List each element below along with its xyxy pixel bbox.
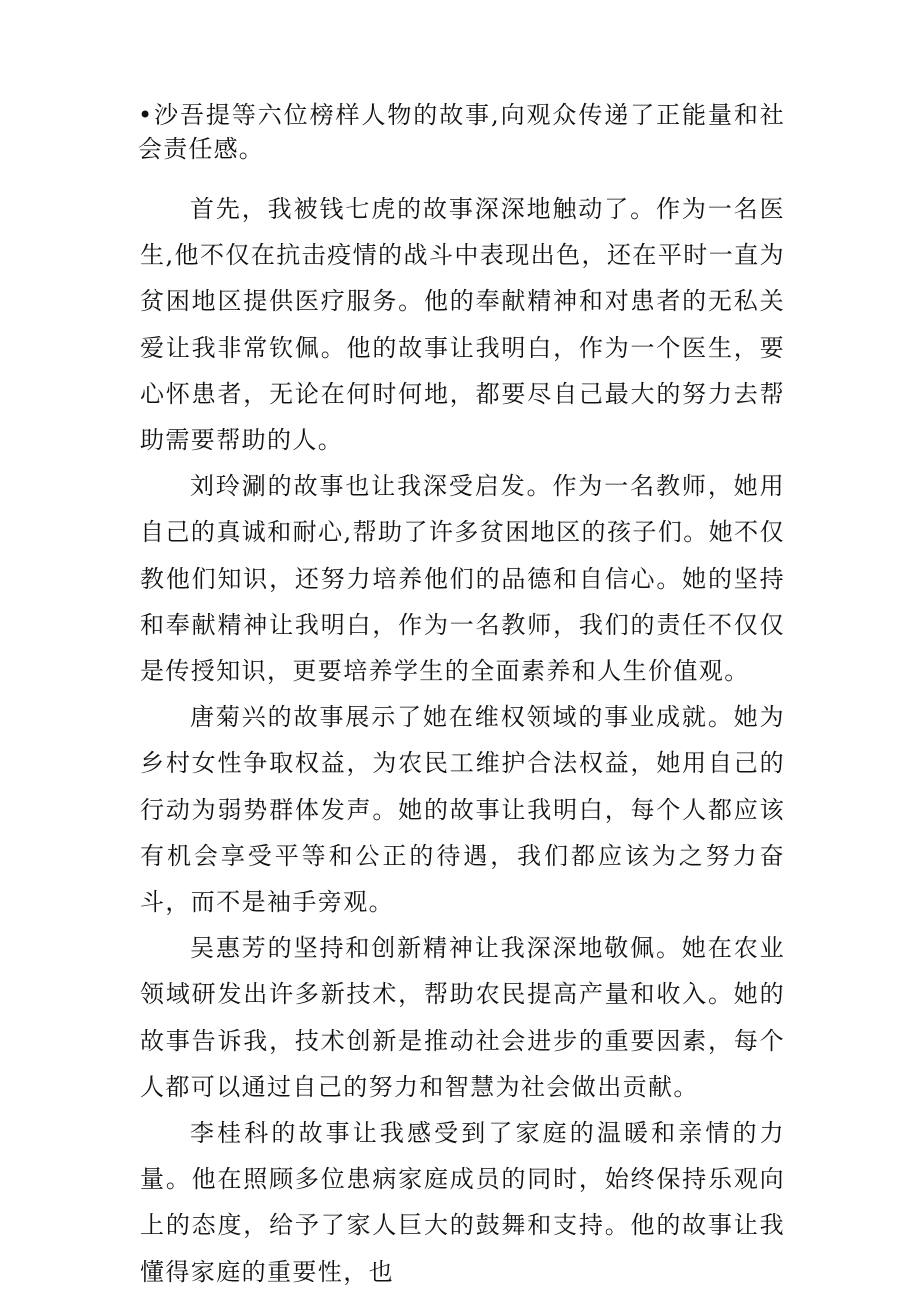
intro-block	[140, 98, 785, 166]
paragraph-qian-qihu: 首先，我被钱七虎的故事深深地触动了。作为一名医生,他不仅在抗击疫情的战斗中表现出色，还在平时一直为贫困地区提供医疗服务。他的奉献精神和对患者的无私关爱让我非常钦佩。他的故事让我明白，作为一个医生，要心怀患者，无论在何时何地，都要尽自己最大的努力去帮助需要帮助的人。	[140, 195, 785, 455]
paragraph-wu-huifang: 吴惠芳的坚持和创新精神让我深深地敬佩。她在农业领域研发出许多新技术，帮助农民提高产量和收入。她的故事告诉我，技术创新是推动社会进步的重要因素，每个人都可以通过自己的努力和智慧为社会做出贡献。	[140, 934, 785, 1101]
document-body	[140, 98, 785, 1295]
paragraph-li-guike: 李桂科的故事让我感受到了家庭的温暖和亲情的力量。他在照顾多位患病家庭成员的同时，始终保持乐观向上的态度，给予了家人巨大的鼓舞和支持。他的故事让我懂得家庭的重要性，也	[140, 1119, 785, 1286]
paragraph-liu-lingshua: 刘玲涮的故事也让我深受启发。作为一名教师，她用自己的真诚和耐心,帮助了许多贫困地区的孩子们。她不仅教他们知识，还努力培养他们的品德和自信心。她的坚持和奉献精神让我明白，作为一名教师，我们的责任不仅仅是传授知识，更要培养学生的全面素养和人生价值观。	[140, 472, 785, 686]
intro-paragraph: •沙吾提等六位榜样人物的故事,向观众传递了正能量和社会责任感。	[138, 101, 785, 163]
paragraph-tang-juxing: 唐菊兴的故事展示了她在维权领域的事业成就。她为乡村女性争取权益，为农民工维护合法权益，她用自己的行动为弱势群体发声。她的故事让我明白，每个人都应该有机会享受平等和公正的待遇，我们都应该为之努力奋斗，而不是袖手旁观。	[140, 703, 785, 917]
